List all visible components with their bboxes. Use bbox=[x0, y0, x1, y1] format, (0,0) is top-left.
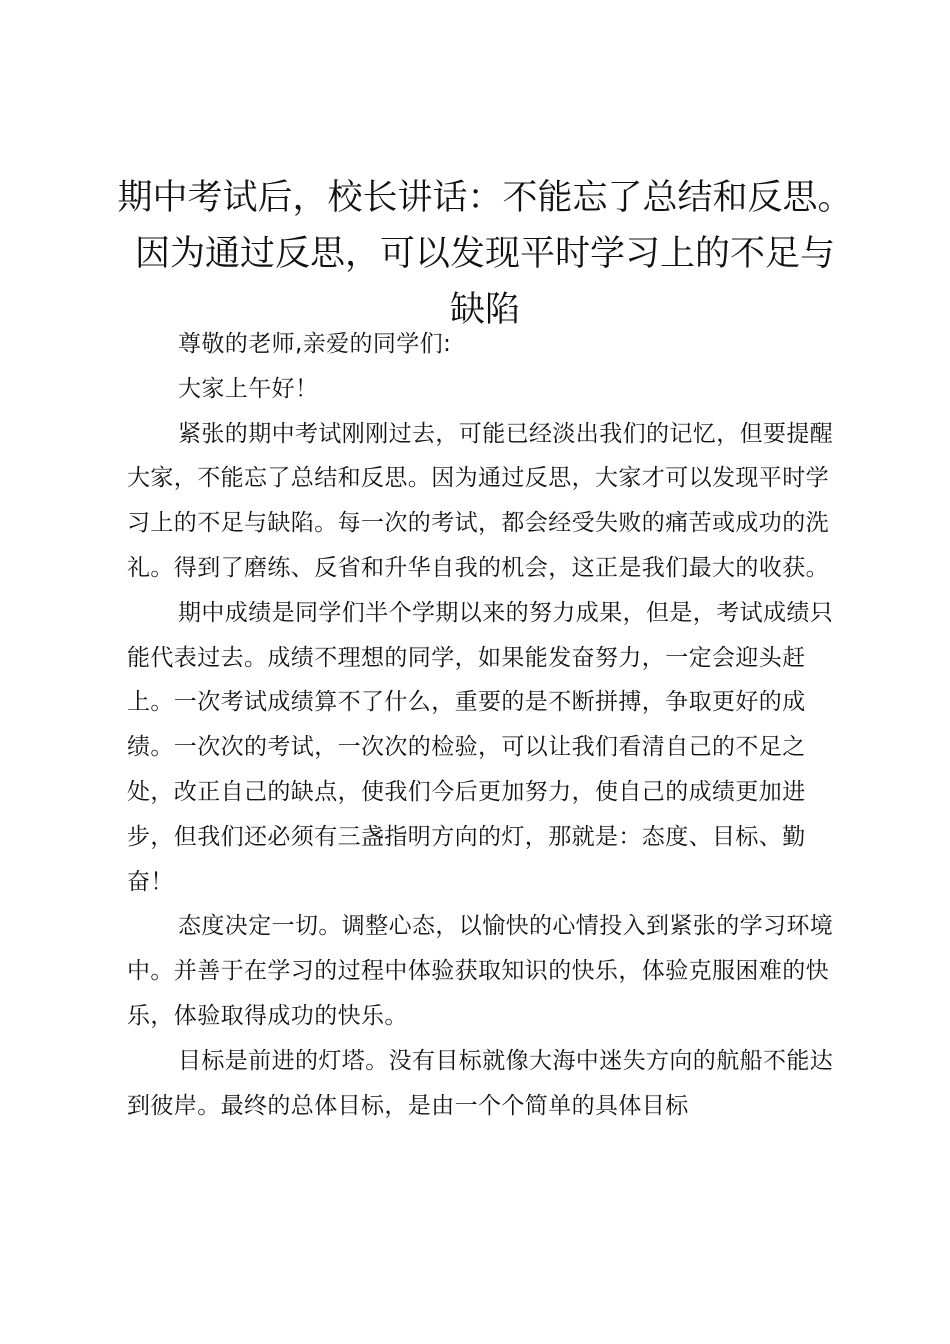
document-body bbox=[127, 322, 847, 1128]
document-title bbox=[100, 170, 870, 338]
title-line-3: 缺陷 bbox=[449, 290, 520, 330]
greeting: 大家上午好！ bbox=[178, 375, 319, 402]
salutation: 尊敬的老师,亲爱的同学们: bbox=[178, 331, 452, 357]
paragraph-reflection: 紧张的期中考试刚刚过去，可能已经淡出我们的记忆，但要提醒大家，不能忘了总结和反思。因为通过反思，大家才可以发现平时学习上的不足与缺陷。每一次的考试，都会经受失败的痛苦或成功的洗礼。得到了磨练、反省和升华自我的机会，这正是我们最大的收获。 bbox=[127, 420, 834, 581]
title-line-2: 因为通过反思，可以发现平时学习上的不足与 bbox=[134, 234, 835, 274]
title-line-1: 期中考试后，校长讲话：不能忘了总结和反思。 bbox=[117, 178, 853, 218]
paragraph-attitude: 态度决定一切。调整心态，以愉快的心情投入到紧张的学习环境中。并善于在学习的过程中体验获取知识的快乐，体验克服困难的快乐，体验取得成功的快乐。 bbox=[127, 913, 834, 1029]
paragraph-results: 期中成绩是同学们半个学期以来的努力成果，但是，考试成绩只能代表过去。成绩不理想的同学，如果能发奋努力，一定会迎头赶上。一次考试成绩算不了什么，重要的是不断拼搏，争取更好的成绩。一次次的考试，一次次的检验，可以让我们看清自己的不足之处，改正自己的缺点，使我们今后更加努力，使自己的成绩更加进步，但我们还必须有三盏指明方向的灯，那就是：态度、目标、勤奋！ bbox=[127, 599, 834, 895]
paragraph-goals: 目标是前进的灯塔。没有目标就像大海中迷失方向的航船不能达到彼岸。最终的总体目标，是由一个个简单的具体目标 bbox=[127, 1047, 834, 1119]
